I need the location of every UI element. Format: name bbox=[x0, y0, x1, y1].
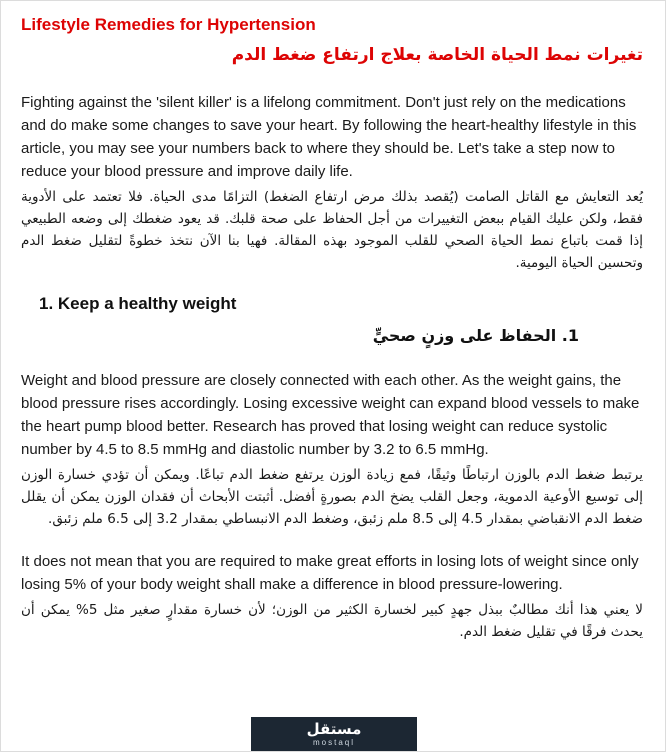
section1-paragraph2-ar: لا يعني هذا أنك مطالبٌ ببذل جهدٍ كبير لخسارة الكثير من الوزن؛ لأن خسارة مقدارٍ صغير مثل 5% يمكن أن يحدث فرقًا في تقليل ضغط الدم. bbox=[21, 602, 643, 640]
article-title-en: Lifestyle Remedies for Hypertension bbox=[21, 15, 316, 34]
watermark-subtext: mostaql bbox=[312, 738, 355, 747]
intro-paragraph-en: Fighting against the 'silent killer' is a lifelong commitment. Don't just rely on the medications and do make some changes to save your heart. By following the heart-healthy lifestyle in this article, you may see your numbers back to where they should be. Let's take a step now to reduce your blood pressure and improve daily life. bbox=[21, 94, 637, 180]
article-title-ar: تغيرات نمط الحياة الخاصة بعلاج ارتفاع ضغط الدم bbox=[231, 45, 643, 65]
section1-paragraph2-en: It does not mean that you are required to make great efforts in losing lots of weight since only losing 5% of your body weight shall make a difference in blood pressure-lowering. bbox=[21, 553, 639, 593]
watermark bbox=[251, 717, 417, 752]
section1-paragraph1-en: Weight and blood pressure are closely connected with each other. As the weight gains, the blood pressure rises accordingly. Losing excessive weight can expand blood vessels to make the heart pump blood better. Research has proved that losing weight can reduce systolic number by 4.5 to 8.5 mmHg and diastolic number by 3.2 to 6.5 mmHg. bbox=[21, 372, 640, 458]
section1-paragraph1-ar: يرتبط ضغط الدم بالوزن ارتباطًا وثيقًا، فمع زيادة الوزن يرتفع ضغط الدم تباعًا. ويمكن أن تؤدي خسارة الوزن إلى توسيع الأوعية الدموية، وجعل القلب يضخ الدم بصورةٍ أفضل. أثبتت الأبحاث أن فقدان الوزن يمكن أن يقلل ضغط الدم الانقباضي بمقدار 4.5 إلى 8.5 ملم زئبق، وضغط الدم الانبساطي بمقدار 3.2 إلى 6.5 ملم زئبق. bbox=[21, 467, 643, 527]
watermark-logo-text: مستقل bbox=[306, 720, 362, 738]
intro-paragraph-ar: يُعد التعايش مع القاتل الصامت (يُقصد بذلك مرض ارتفاع الضغط) التزامًا مدى الحياة. فلا تعتمد على الأدوية فقط، ولكن عليك القيام ببعض التغييرات من أجل الحفاظ على صحة قلبك. قد يعود ضغطك إلى وضعه الطبيعي إذا قمت باتباع نمط الحياة الصحي للقلب الموجود بهذه المقالة. فهيا بنا الآن نتخذ خطوةً لتقليل ضغط الدم وتحسين الحياة اليومية. bbox=[21, 189, 643, 271]
section1-heading-ar: 1. الحفاظ على وزنٍ صحيٍّ bbox=[372, 326, 579, 345]
section1-heading-en: 1. Keep a healthy weight bbox=[39, 294, 237, 313]
